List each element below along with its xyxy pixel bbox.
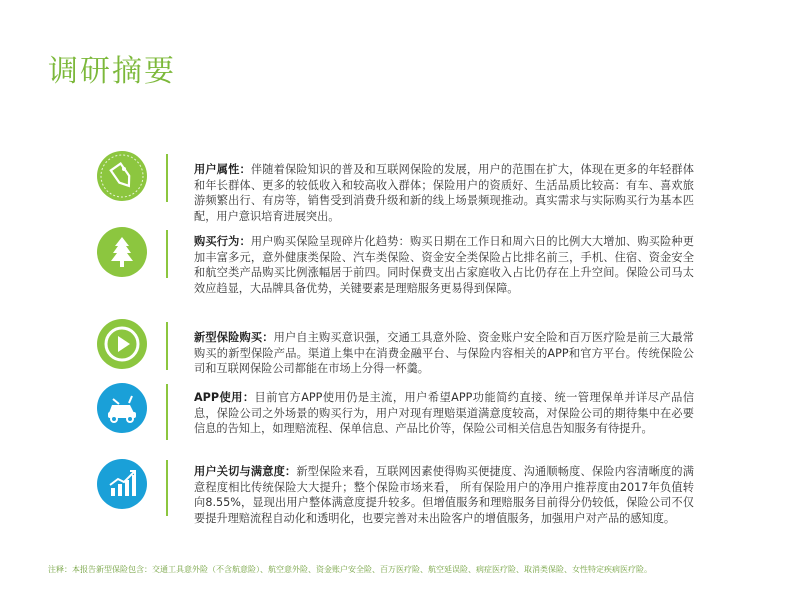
section-body: 目前官方APP使用仍是主流，用户希望APP功能简约直接、统一管理保单并详尽产品信息，保险公司之外场景的购买行为，用户对现有理赔渠道满意度较高，对保险公司的期待集中在必要信息的告知上，如理赔流程、保单信息、产品比价等，保险公司相关信息告知服务有待提升。 (194, 391, 695, 436)
section-text (194, 390, 694, 437)
tree-icon (96, 226, 148, 278)
section-label: 购买行为： (194, 235, 251, 248)
footnote: 注释：本报告新型保险包含：交通工具意外险（不含航意险）、航空意外险、资金账户安全险、百万医疗险、航空延误险、病症医疗险、取消类保险、女性特定疾病医疗险。 (48, 565, 652, 574)
chart-icon (96, 458, 148, 510)
section-divider (166, 230, 168, 278)
section-body: 用户购买保险呈现碎片化趋势：购买日期在工作日和周六日的比例大大增加、购买险种更加丰富多元，意外健康类保险、汽车类保险、资金安全类保险占比排名前三，手机、住宿、资金安全和航空类产品购买比例涨幅居于前四。同时保费支出占家庭收入占比仍存在上升空间。保险公司马太效应趋显，大品牌具备优势，关键要素是理赔服务更易得到保障。 (194, 235, 694, 295)
section-body: 用户自主购买意识强，交通工具意外险、资金账户安全险和百万医疗险是前三大最常购买的新型保险产品。渠道上集中在消费金融平台、与保险内容相关的APP和官方平台。传统保险公司和互联网保险公司都能在市场上分得一杯羹。 (194, 331, 694, 376)
section-label: 用户属性： (194, 163, 251, 176)
section-label: 用户关切与满意度： (194, 465, 297, 478)
section-divider (166, 154, 168, 202)
section-divider (166, 460, 168, 516)
section-body: 新型保险来看，互联网因素使得购买便捷度、沟通顺畅度、保险内容清晰度的满意程度相比传统保险大大提升；整个保险市场来看， 所有保险用户的净用户推荐度由2017年负值转向8.55%，显现出用户整体满意度提升较多。但增值服务和理赔服务目前得分仍较低，保险公司不仅要提升理赔流程自动化和透明化，也要完善对未出险客户的增值服务，加强用户对产品的感知度。 (194, 465, 694, 525)
section-text (194, 464, 694, 526)
section-divider (166, 322, 168, 370)
section-text (194, 330, 694, 377)
section-divider (166, 384, 168, 440)
section-label: 新型保险购买： (194, 331, 274, 344)
tag-icon (96, 150, 148, 202)
section-label: APP使用： (194, 391, 255, 404)
car-icon (96, 382, 148, 434)
play-icon (96, 318, 148, 370)
section-body: 伴随着保险知识的普及和互联网保险的发展，用户的范围在扩大，体现在更多的年轻群体和年长群体、更多的较低收入和较高收入群体；保险用户的资质好、生活品质比较高：有车、喜欢旅游频繁出行、有房等，销售受到消费升级和新的线上场景频现推动。真实需求与实际购买行为基本匹配，用户意识培育进展突出。 (194, 163, 694, 223)
section-text (194, 234, 694, 296)
section-text (194, 162, 694, 224)
page-title: 调研摘要 (48, 54, 176, 89)
